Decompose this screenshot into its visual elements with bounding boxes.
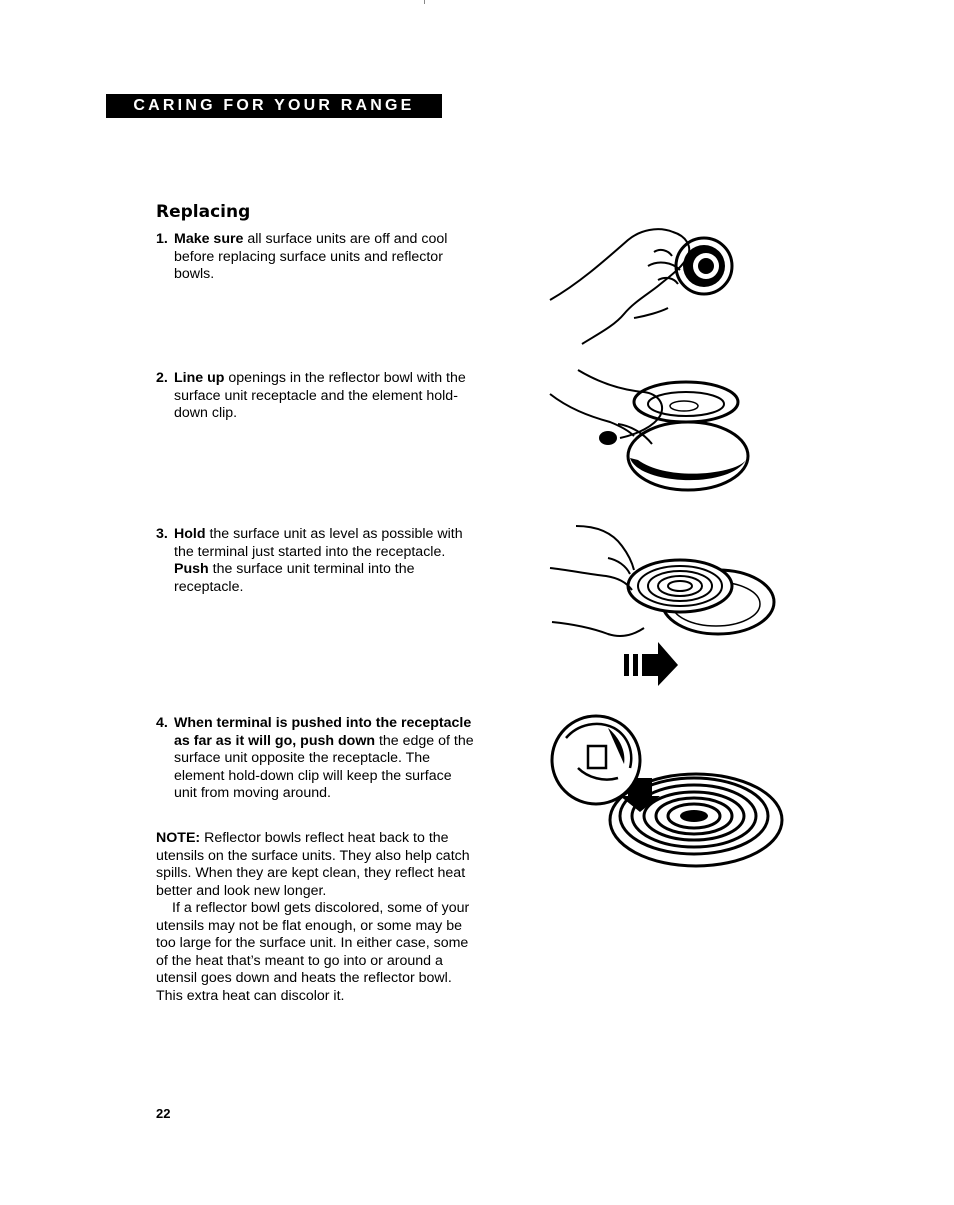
note-label: NOTE: [156,830,201,846]
note-block [156,830,476,1005]
step-lead: Line up [174,370,225,386]
note-paragraph-1 [156,830,476,900]
step-lead: When terminal is pushed into the receptacle as far as it will go, push down [174,715,472,749]
step-body: the surface unit as level as possible with the terminal just started into the receptacle. [174,526,463,560]
step-number: 2. [156,370,168,386]
note-text-1: Reflector bowls reflect heat back to the utensils on the surface units. They also help catch spills. When they are kept clean, they reflect heat better and look new longer. [156,830,470,899]
step-body: the edge of the surface unit opposite the receptacle. The element hold-down clip will keep the surface unit from moving around. [174,732,474,801]
step-text [174,370,476,423]
pushing-down-surface-unit-icon [548,708,788,878]
step-number: 4. [156,715,168,731]
step-lead: Make sure [174,231,244,247]
step-2 [156,370,476,423]
step-lead: Hold [174,526,206,542]
right-arrow-icon [624,640,680,688]
note-paragraph-2: If a reflector bowl gets discolored, some of your utensils may not be flat enough, or some may be too large for the surface unit. In either case, some of the heat that’s meant to go into or around a utensil goes down and heats the reflector bowl. This extra heat can discolor it. [156,900,470,1004]
step-1 [156,231,476,284]
page-number: 22 [156,1106,171,1121]
step-number: 3. [156,526,168,542]
step-text [174,231,476,284]
step-text [174,526,476,596]
step-lead-push: Push [174,561,209,577]
step-3 [156,526,476,596]
step-body: all surface units are off and cool before replacing surface units and reflector bowls. [174,231,448,282]
section-header: CARING FOR YOUR RANGE [106,94,442,118]
section-title: Replacing [156,202,251,222]
step-body: openings in the reflector bowl with the surface unit receptacle and the element hold-down clip. [174,370,466,421]
hand-touching-knob-icon [548,222,738,347]
hands-inserting-surface-unit-icon [548,520,780,645]
step-body: the surface unit terminal into the receptacle. [174,561,415,595]
step-number: 1. [156,231,168,247]
hand-placing-reflector-bowl-icon [548,364,753,494]
top-tick-mark [424,0,425,4]
step-text [174,715,476,803]
step-4 [156,715,476,803]
